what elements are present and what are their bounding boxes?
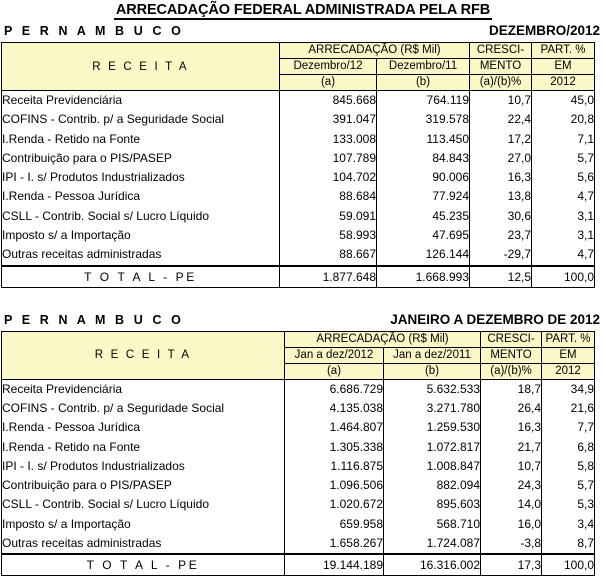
table-1-body — [2, 91, 595, 266]
table-2-cell-growth: 26,4 — [481, 399, 542, 418]
table-row — [2, 91, 595, 111]
table-1-cell-receita: COFINS - Contrib. p/ a Seguridade Social — [2, 110, 280, 129]
table-2-col-header-growth-line3: (a)/(b)% — [481, 363, 542, 379]
table-2-cell-a: 1.096.506 — [285, 476, 384, 495]
table-2-col-header-b-line2: (b) — [384, 363, 481, 379]
table-2-cell-b: 895.603 — [384, 495, 481, 514]
table-2-cell-receita: I.Renda - Pessoa Jurídica — [2, 418, 285, 437]
table-2-cell-growth: 16,3 — [481, 418, 542, 437]
table-row — [2, 399, 595, 418]
table-row — [2, 534, 595, 554]
table-1-total-part: 100,0 — [532, 266, 595, 288]
table-1-total-growth: 12,5 — [470, 266, 532, 288]
table-1-cell-a: 845.668 — [280, 91, 377, 111]
table-2-cell-a: 1.305.338 — [285, 438, 384, 457]
table-1-cell-growth: 10,7 — [470, 91, 532, 111]
table-2-total-row — [2, 554, 595, 576]
table-1-cell-growth: 30,6 — [470, 207, 532, 226]
table-1-col-header-part-line2: EM — [532, 59, 595, 75]
table-1-total-label: T O T A L - PE — [2, 266, 280, 288]
table-1-cell-part: 4,7 — [532, 187, 595, 206]
page-title-text: ARRECADAÇÃO FEDERAL ADMINISTRADA PELA RFB — [115, 2, 491, 18]
table-2-col-header-growth-line1: CRESCI- — [481, 331, 542, 347]
table-2-cell-receita: I.Renda - Retido na Fonte — [2, 438, 285, 457]
table-2-cell-receita: Receita Previdenciária — [2, 379, 285, 399]
table-2-cell-a: 1.116.875 — [285, 457, 384, 476]
table-1-cell-a: 104.702 — [280, 168, 377, 187]
table-1-col-header-receita: R E C E I T A — [2, 43, 280, 91]
tables-gap — [0, 288, 606, 310]
table-2-col-header-part-line2: EM — [542, 347, 595, 363]
table-1-region-period-line — [0, 21, 606, 42]
table-1-col-header-b-line1: Dezembro/11 — [377, 59, 470, 75]
table-2-cell-receita: COFINS - Contrib. p/ a Seguridade Social — [2, 399, 285, 418]
table-1-cell-a: 59.091 — [280, 207, 377, 226]
table-2-cell-receita: CSLL - Contrib. Social s/ Lucro Líquido — [2, 495, 285, 514]
table-1-region-label: P E R N A M B U C O — [4, 24, 184, 38]
table-1-cell-b: 47.695 — [377, 226, 470, 245]
table-2-cell-a: 6.686.729 — [285, 379, 384, 399]
table-1-col-header-a-line2: (a) — [280, 75, 377, 91]
table-2-cell-b: 1.724.087 — [384, 534, 481, 554]
table-2-col-header-group: ARRECADAÇÃO (R$ Mil) — [285, 331, 481, 347]
table-1-period-label: DEZEMBRO/2012 — [488, 23, 600, 38]
table-2-cell-growth: 14,0 — [481, 495, 542, 514]
table-1-cell-receita: CSLL - Contrib. Social s/ Lucro Líquido — [2, 207, 280, 226]
table-2-cell-a: 1.658.267 — [285, 534, 384, 554]
table-1-cell-part: 3,1 — [532, 207, 595, 226]
table-1-cell-a: 107.789 — [280, 149, 377, 168]
table-2-cell-growth: -3,8 — [481, 534, 542, 554]
table-1-cell-part: 5,7 — [532, 149, 595, 168]
table-1-cell-receita: Outras receitas administradas — [2, 245, 280, 265]
table-1-cell-growth: 16,3 — [470, 168, 532, 187]
table-2-col-header-receita: R E C E I T A — [2, 331, 285, 379]
table-1-cell-a: 88.684 — [280, 187, 377, 206]
table-1-cell-b: 113.450 — [377, 130, 470, 149]
table-1-cell-b: 319.578 — [377, 110, 470, 129]
table-2-col-header-a-line2: (a) — [285, 363, 384, 379]
table-row — [2, 476, 595, 495]
table-1-cell-b: 764.119 — [377, 91, 470, 111]
table-2-body — [2, 379, 595, 554]
table-1-cell-receita: I.Renda - Retido na Fonte — [2, 130, 280, 149]
table-2-cell-growth: 10,7 — [481, 457, 542, 476]
table-1-col-header-a-line1: Dezembro/12 — [280, 59, 377, 75]
table-1-total-b: 1.668.993 — [377, 266, 470, 288]
table-1-cell-part: 20,8 — [532, 110, 595, 129]
table-2-cell-b: 882.094 — [384, 476, 481, 495]
table-2-arrecadacao-janeiro-dezembro — [1, 331, 595, 577]
table-1-col-header-growth-line3: (a)/(b)% — [470, 75, 532, 91]
table-row — [2, 207, 595, 226]
table-1-cell-b: 77.924 — [377, 187, 470, 206]
table-1-cell-a: 58.993 — [280, 226, 377, 245]
table-1-cell-a: 88.667 — [280, 245, 377, 265]
table-row — [2, 379, 595, 399]
table-2-cell-b: 5.632.533 — [384, 379, 481, 399]
table-row — [2, 110, 595, 129]
table-row — [2, 418, 595, 437]
table-row — [2, 245, 595, 265]
table-1-cell-growth: 27,0 — [470, 149, 532, 168]
table-1-cell-receita: Receita Previdenciária — [2, 91, 280, 111]
table-row — [2, 149, 595, 168]
table-2-cell-part: 34,9 — [542, 379, 595, 399]
table-1-arrecadacao-dezembro — [1, 42, 595, 288]
table-2-header — [2, 331, 595, 379]
table-2-region-label: P E R N A M B U C O — [4, 312, 184, 327]
table-2-footer — [2, 554, 595, 576]
table-2-cell-part: 7,7 — [542, 418, 595, 437]
table-1-cell-receita: Imposto s/ a Importação — [2, 226, 280, 245]
table-2-cell-a: 1.464.807 — [285, 418, 384, 437]
table-1-cell-receita: Contribuição para o PIS/PASEP — [2, 149, 280, 168]
table-1-cell-growth: 13,8 — [470, 187, 532, 206]
table-2-cell-part: 5,7 — [542, 476, 595, 495]
table-1-cell-a: 133.008 — [280, 130, 377, 149]
table-row — [2, 457, 595, 476]
table-1-total-a: 1.877.648 — [280, 266, 377, 288]
table-row — [2, 495, 595, 514]
table-2-cell-receita: Contribuição para o PIS/PASEP — [2, 476, 285, 495]
table-1-header — [2, 43, 595, 91]
table-2-total-growth: 17,3 — [481, 554, 542, 576]
table-2-cell-b: 568.710 — [384, 515, 481, 534]
table-2-cell-growth: 18,7 — [481, 379, 542, 399]
table-1-cell-receita: I.Renda - Pessoa Jurídica — [2, 187, 280, 206]
table-1-cell-b: 90.006 — [377, 168, 470, 187]
table-1-cell-part: 5,6 — [532, 168, 595, 187]
table-2-cell-growth: 21,7 — [481, 438, 542, 457]
table-2-total-b: 16.316.002 — [384, 554, 481, 576]
table-1-cell-part: 4,7 — [532, 245, 595, 265]
table-1-cell-part: 3,1 — [532, 226, 595, 245]
table-1-total-row — [2, 266, 595, 288]
table-2-cell-receita: Imposto s/ a Importação — [2, 515, 285, 534]
table-1-cell-growth: 22,4 — [470, 110, 532, 129]
table-1-header-row-1 — [2, 43, 595, 59]
table-1-col-header-growth-line2: MENTO — [470, 59, 532, 75]
table-row — [2, 438, 595, 457]
table-2-period-label: JANEIRO A DEZEMBRO DE 2012 — [390, 311, 600, 327]
table-2-total-label: T O T A L - PE — [2, 554, 285, 576]
table-row — [2, 187, 595, 206]
table-2-cell-b: 1.072.817 — [384, 438, 481, 457]
table-2-region-period-line — [0, 310, 606, 331]
table-2-cell-part: 8,7 — [542, 534, 595, 554]
table-2-cell-a: 4.135.038 — [285, 399, 384, 418]
table-row — [2, 168, 595, 187]
table-1-cell-growth: -29,7 — [470, 245, 532, 265]
table-2-col-header-growth-line2: MENTO — [481, 347, 542, 363]
table-2-cell-b: 1.008.847 — [384, 457, 481, 476]
table-1-cell-receita: IPI - I. s/ Produtos Industrializados — [2, 168, 280, 187]
table-2-total-part: 100,0 — [542, 554, 595, 576]
page-title — [0, 0, 606, 21]
table-2-cell-part: 6,8 — [542, 438, 595, 457]
table-1-col-header-part-line3: 2012 — [532, 75, 595, 91]
table-1-cell-growth: 17,2 — [470, 130, 532, 149]
table-row — [2, 226, 595, 245]
table-1-cell-part: 7,1 — [532, 130, 595, 149]
table-2-col-header-part-line1: PART. % — [542, 331, 595, 347]
table-1-cell-a: 391.047 — [280, 110, 377, 129]
table-2-cell-part: 5,3 — [542, 495, 595, 514]
table-2-total-a: 19.144.189 — [285, 554, 384, 576]
table-2-cell-growth: 16,0 — [481, 515, 542, 534]
table-1-col-header-part-line1: PART. % — [532, 43, 595, 59]
table-2-cell-growth: 24,3 — [481, 476, 542, 495]
table-row — [2, 130, 595, 149]
table-1-footer — [2, 266, 595, 288]
table-2-cell-a: 659.958 — [285, 515, 384, 534]
table-1-cell-b: 84.843 — [377, 149, 470, 168]
table-2-header-row-1 — [2, 331, 595, 347]
table-2-cell-receita: IPI - I. s/ Produtos Industrializados — [2, 457, 285, 476]
table-2-cell-part: 3,4 — [542, 515, 595, 534]
table-1-cell-part: 45,0 — [532, 91, 595, 111]
table-2-col-header-part-line3: 2012 — [542, 363, 595, 379]
table-1-col-header-b-line2: (b) — [377, 75, 470, 91]
table-1-col-header-group: ARRECADAÇÃO (R$ Mil) — [280, 43, 470, 59]
table-1-cell-b: 126.144 — [377, 245, 470, 265]
table-2-cell-part: 5,8 — [542, 457, 595, 476]
table-1-cell-b: 45.235 — [377, 207, 470, 226]
table-2-cell-receita: Outras receitas administradas — [2, 534, 285, 554]
table-1-col-header-growth-line1: CRESCI- — [470, 43, 532, 59]
table-2-cell-b: 1.259.530 — [384, 418, 481, 437]
table-2-col-header-b-line1: Jan a dez/2011 — [384, 347, 481, 363]
table-2-cell-a: 1.020.672 — [285, 495, 384, 514]
table-2-cell-part: 21,6 — [542, 399, 595, 418]
table-2-col-header-a-line1: Jan a dez/2012 — [285, 347, 384, 363]
table-2-cell-b: 3.271.780 — [384, 399, 481, 418]
table-row — [2, 515, 595, 534]
table-1-cell-growth: 23,7 — [470, 226, 532, 245]
